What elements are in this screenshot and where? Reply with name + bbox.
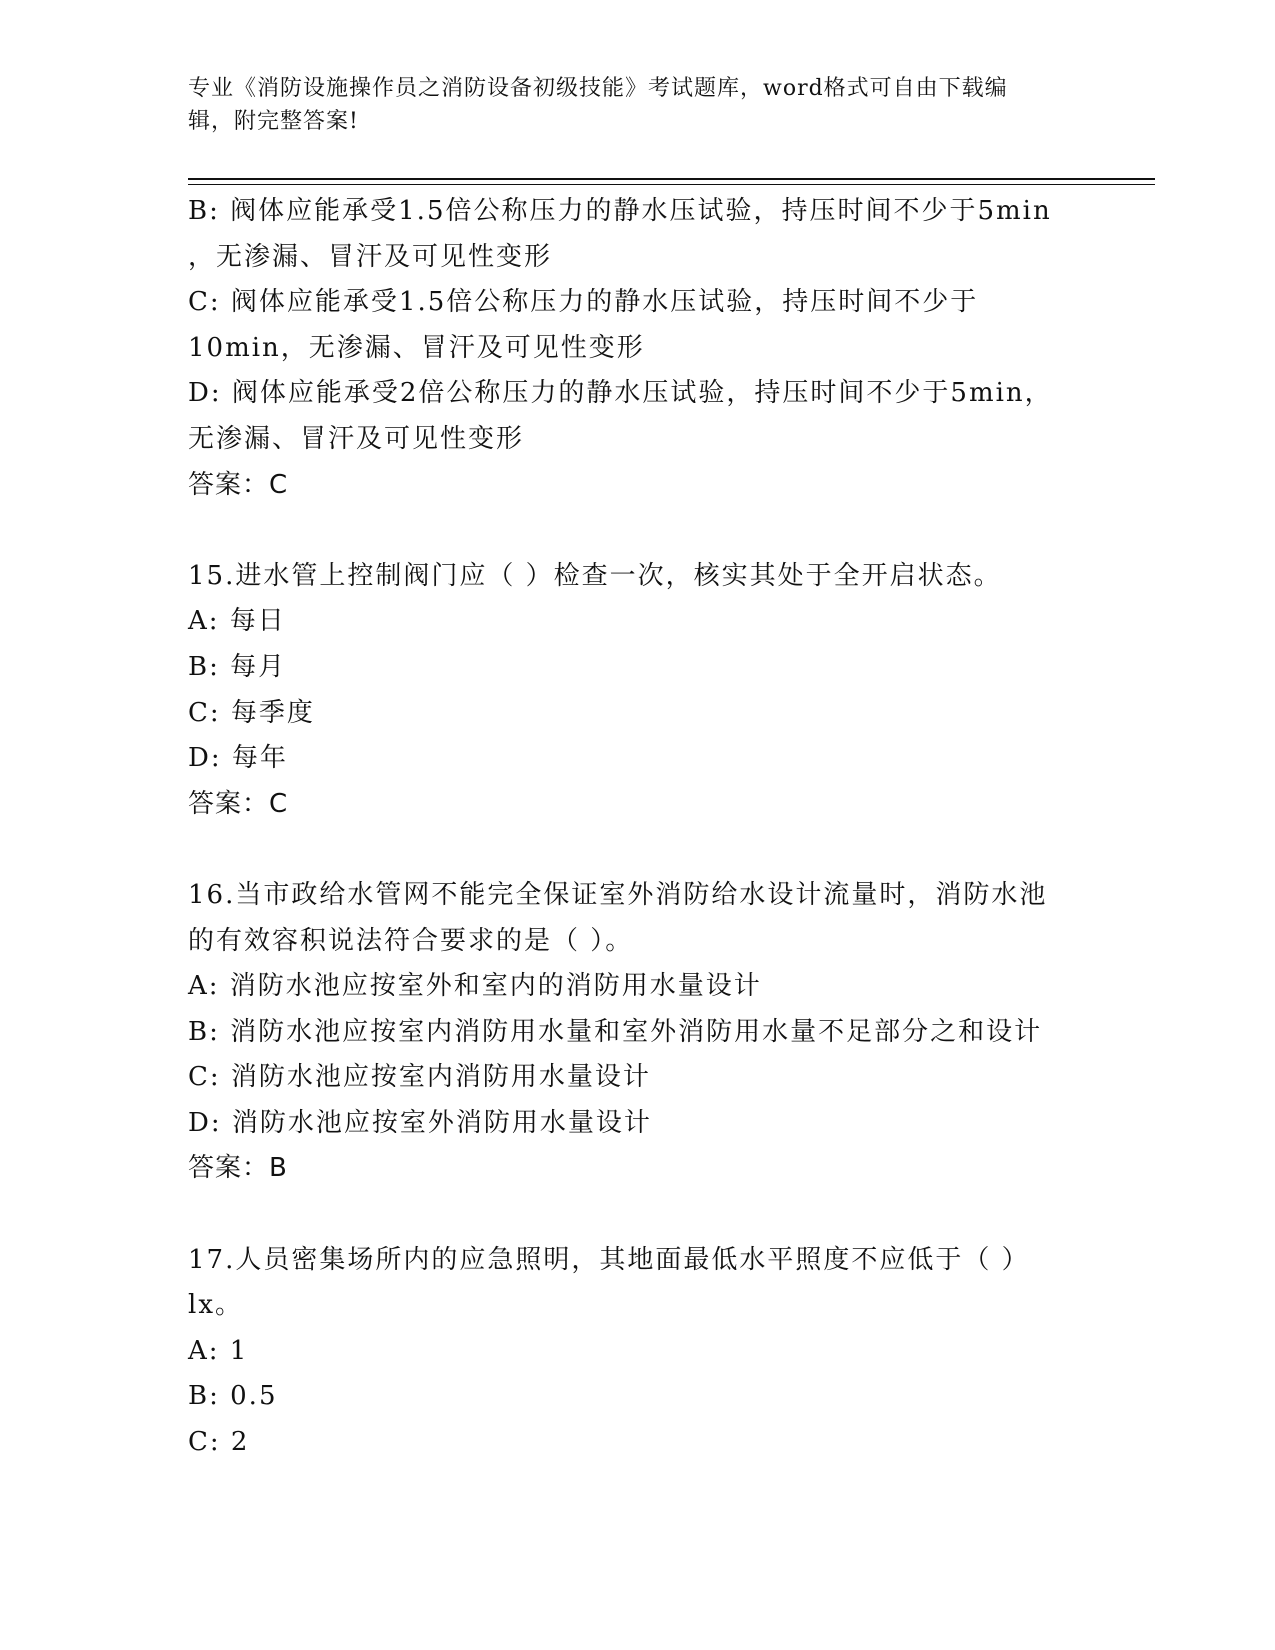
header-divider-thin <box>188 184 1155 185</box>
option-a: A: 1 <box>188 1335 249 1366</box>
question-stem: 17.人员密集场所内的应急照明，其地面最低水平照度不应低于（ ） <box>188 1244 1030 1275</box>
option-c-continued: 10min，无渗漏、冒汗及可见性变形 <box>188 332 645 363</box>
option-d: D: 消防水池应按室外消防用水量设计 <box>188 1107 652 1138</box>
option-d: D: 阀体应能承受2倍公称压力的静水压试验，持压时间不少于5min， <box>188 378 1053 409</box>
question-stem-continued: 的有效容积说法符合要求的是（ ）。 <box>188 925 634 956</box>
header-divider-thick <box>188 178 1155 180</box>
question-17 <box>188 1238 1088 1466</box>
option-a: A: 消防水池应按室外和室内的消防用水量设计 <box>188 971 762 1002</box>
question-stem: 16.当市政给水管网不能完全保证室外消防给水设计流量时，消防水池 <box>188 879 1048 910</box>
question-16 <box>188 873 1088 1192</box>
option-d: D: 每年 <box>188 743 288 774</box>
option-d-continued: 无渗漏、冒汗及可见性变形 <box>188 423 525 454</box>
option-c: C: 2 <box>188 1427 250 1458</box>
option-b: B: 阀体应能承受1.5倍公称压力的静水压试验，持压时间不少于5min <box>188 196 1052 226</box>
spacer <box>188 827 1088 873</box>
answer: 答案：B <box>188 1153 288 1184</box>
option-b: B: 消防水池应按室内消防用水量和室外消防用水量不足部分之和设计 <box>188 1016 1043 1047</box>
header-line-2: 辑，附完整答案! <box>188 109 359 134</box>
question-stem: 15.进水管上控制阀门应（ ）检查一次，核实其处于全开启状态。 <box>188 560 1002 591</box>
header-line-1: 专业《消防设施操作员之消防设备初级技能》考试题库，word格式可自由下载编 <box>188 76 1008 101</box>
option-c: C: 阀体应能承受1.5倍公称压力的静水压试验，持压时间不少于 <box>188 287 979 318</box>
spacer <box>188 508 1088 554</box>
question-14-remainder <box>188 189 1088 508</box>
option-b: B: 每月 <box>188 651 287 682</box>
option-b-continued: ，无渗漏、冒汗及可见性变形 <box>188 241 553 272</box>
option-c: C: 每季度 <box>188 697 315 728</box>
question-list <box>188 189 1088 1466</box>
question-stem-continued: lx。 <box>188 1290 243 1321</box>
question-15 <box>188 554 1088 828</box>
option-c: C: 消防水池应按室内消防用水量设计 <box>188 1062 651 1093</box>
answer: 答案：C <box>188 469 289 500</box>
spacer <box>188 1192 1088 1238</box>
answer: 答案：C <box>188 788 289 819</box>
option-a: A: 每日 <box>188 606 286 637</box>
option-b: B: 0.5 <box>188 1381 278 1412</box>
document-header <box>188 72 1088 138</box>
